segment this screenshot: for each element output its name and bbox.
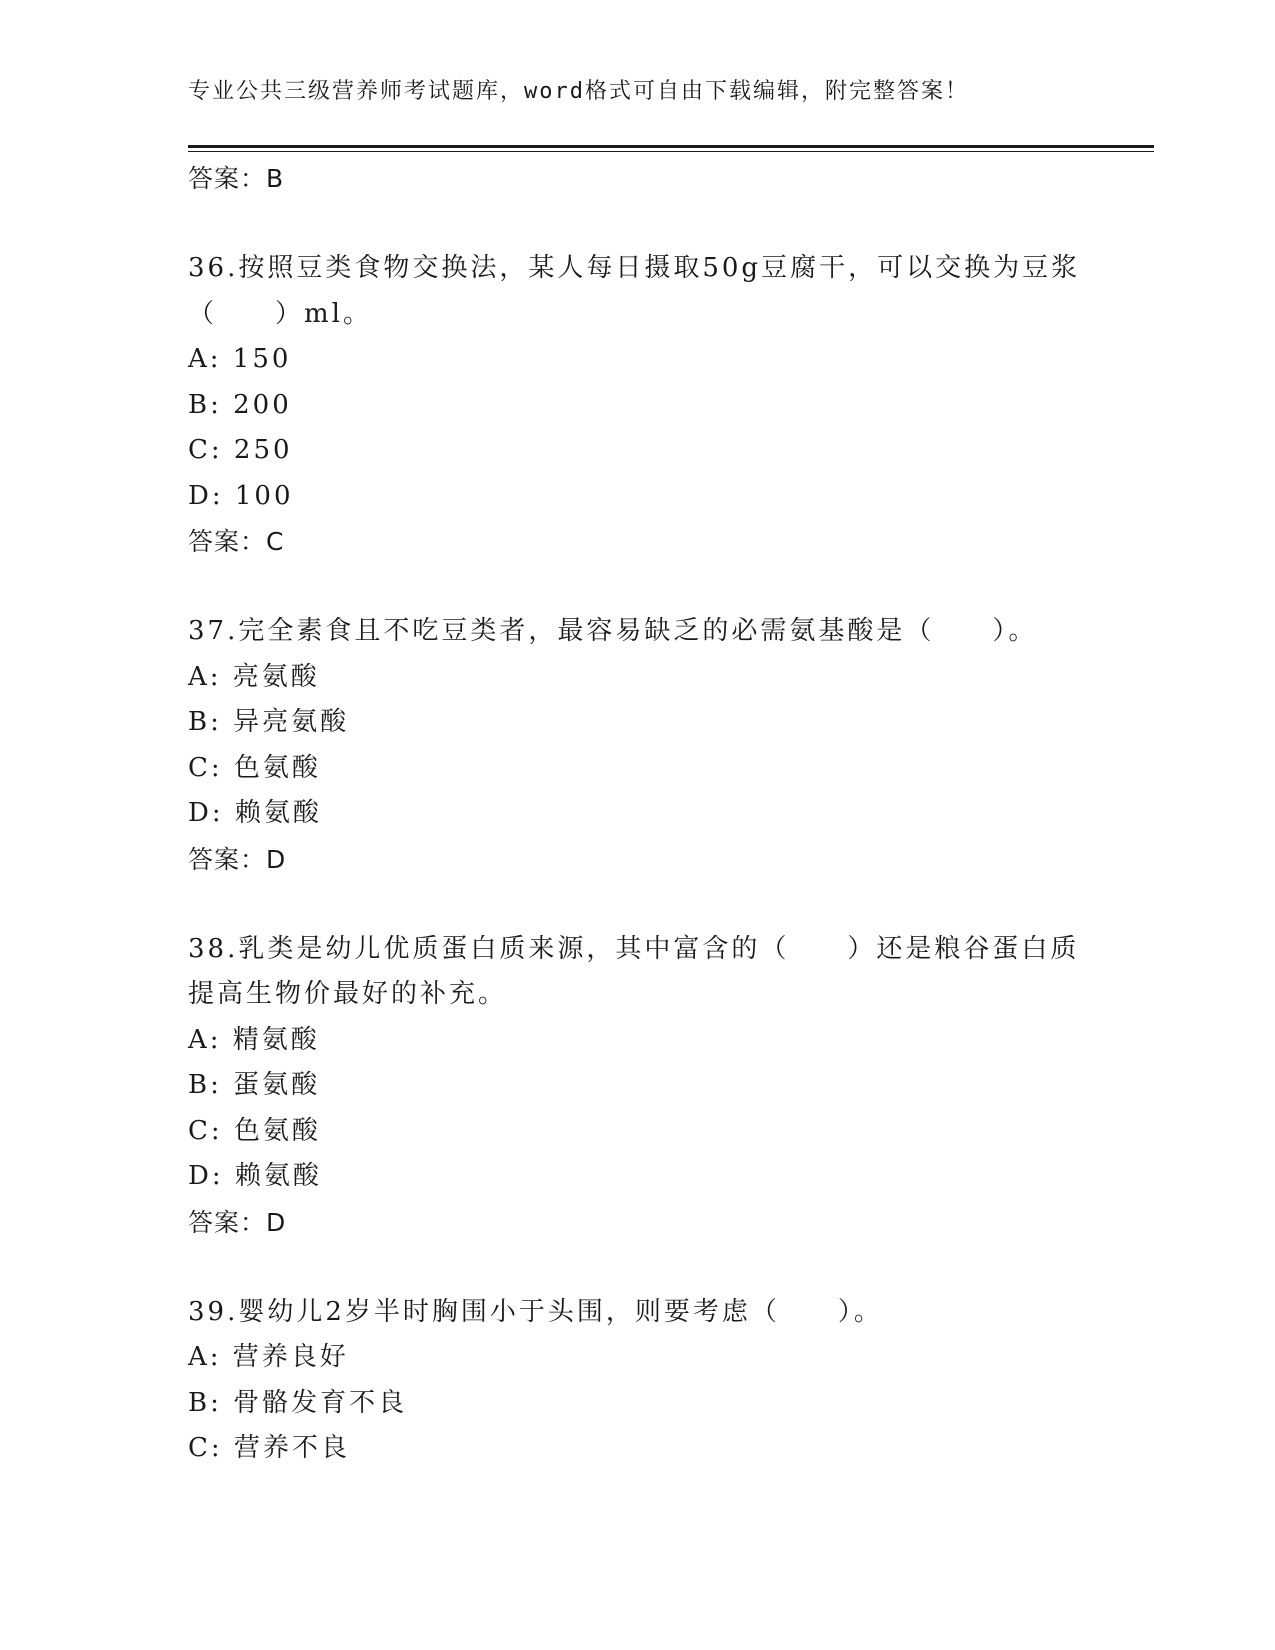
page-header: 专业公共三级营养师考试题库，word格式可自由下载编辑，附完整答案！ [188,79,969,104]
option-b: B: 骨骼发育不良 [188,1387,408,1418]
option-c: C: 色氨酸 [188,752,321,783]
question-39 [188,1290,1088,1472]
question-37 [188,609,1088,882]
question-text: 37.完全素食且不吃豆类者，最容易缺乏的必需氨基酸是（ ）。 [188,616,1038,646]
option-a: A: 150 [188,344,292,374]
spacer [188,564,1088,609]
option-b: B: 蛋氨酸 [188,1070,321,1100]
option-d: D: 赖氨酸 [188,1161,322,1191]
option-b: B: 200 [188,389,292,420]
question-text: 39.婴幼儿2岁半时胸围小于头围，则要考虑（ ）。 [188,1296,883,1327]
option-c: C: 色氨酸 [188,1115,321,1146]
spacer [188,1245,1088,1290]
option-d: D: 100 [188,480,294,511]
header-rule-thick [188,145,1154,148]
question-36 [188,246,1088,564]
option-c: C: 营养不良 [188,1433,350,1463]
option-a: A: 营养良好 [188,1342,349,1372]
answer-line: 答案：C [188,527,285,556]
question-text: 36.按照豆类食物交换法，某人每日摄取50g豆腐干，可以交换为豆浆（ ）ml。 [188,253,1081,329]
answer-line: 答案：D [188,844,287,874]
spacer [188,882,1088,927]
option-d: D: 赖氨酸 [188,798,322,828]
option-c: C: 250 [188,435,293,465]
answer-line: 答案：B [188,164,285,193]
question-38 [188,927,1088,1245]
option-a: A: 亮氨酸 [188,661,320,692]
answer-line: 答案：D [188,1207,287,1237]
question-list [188,156,1088,1472]
question-text: 38.乳类是幼儿优质蛋白质来源，其中富含的（ ）还是粮谷蛋白质提高生物价最好的补充。 [188,933,1080,1009]
spacer [188,201,1088,246]
option-b: B: 异亮氨酸 [188,707,350,737]
option-a: A: 精氨酸 [188,1024,320,1055]
header-rule-thin [188,151,1154,152]
